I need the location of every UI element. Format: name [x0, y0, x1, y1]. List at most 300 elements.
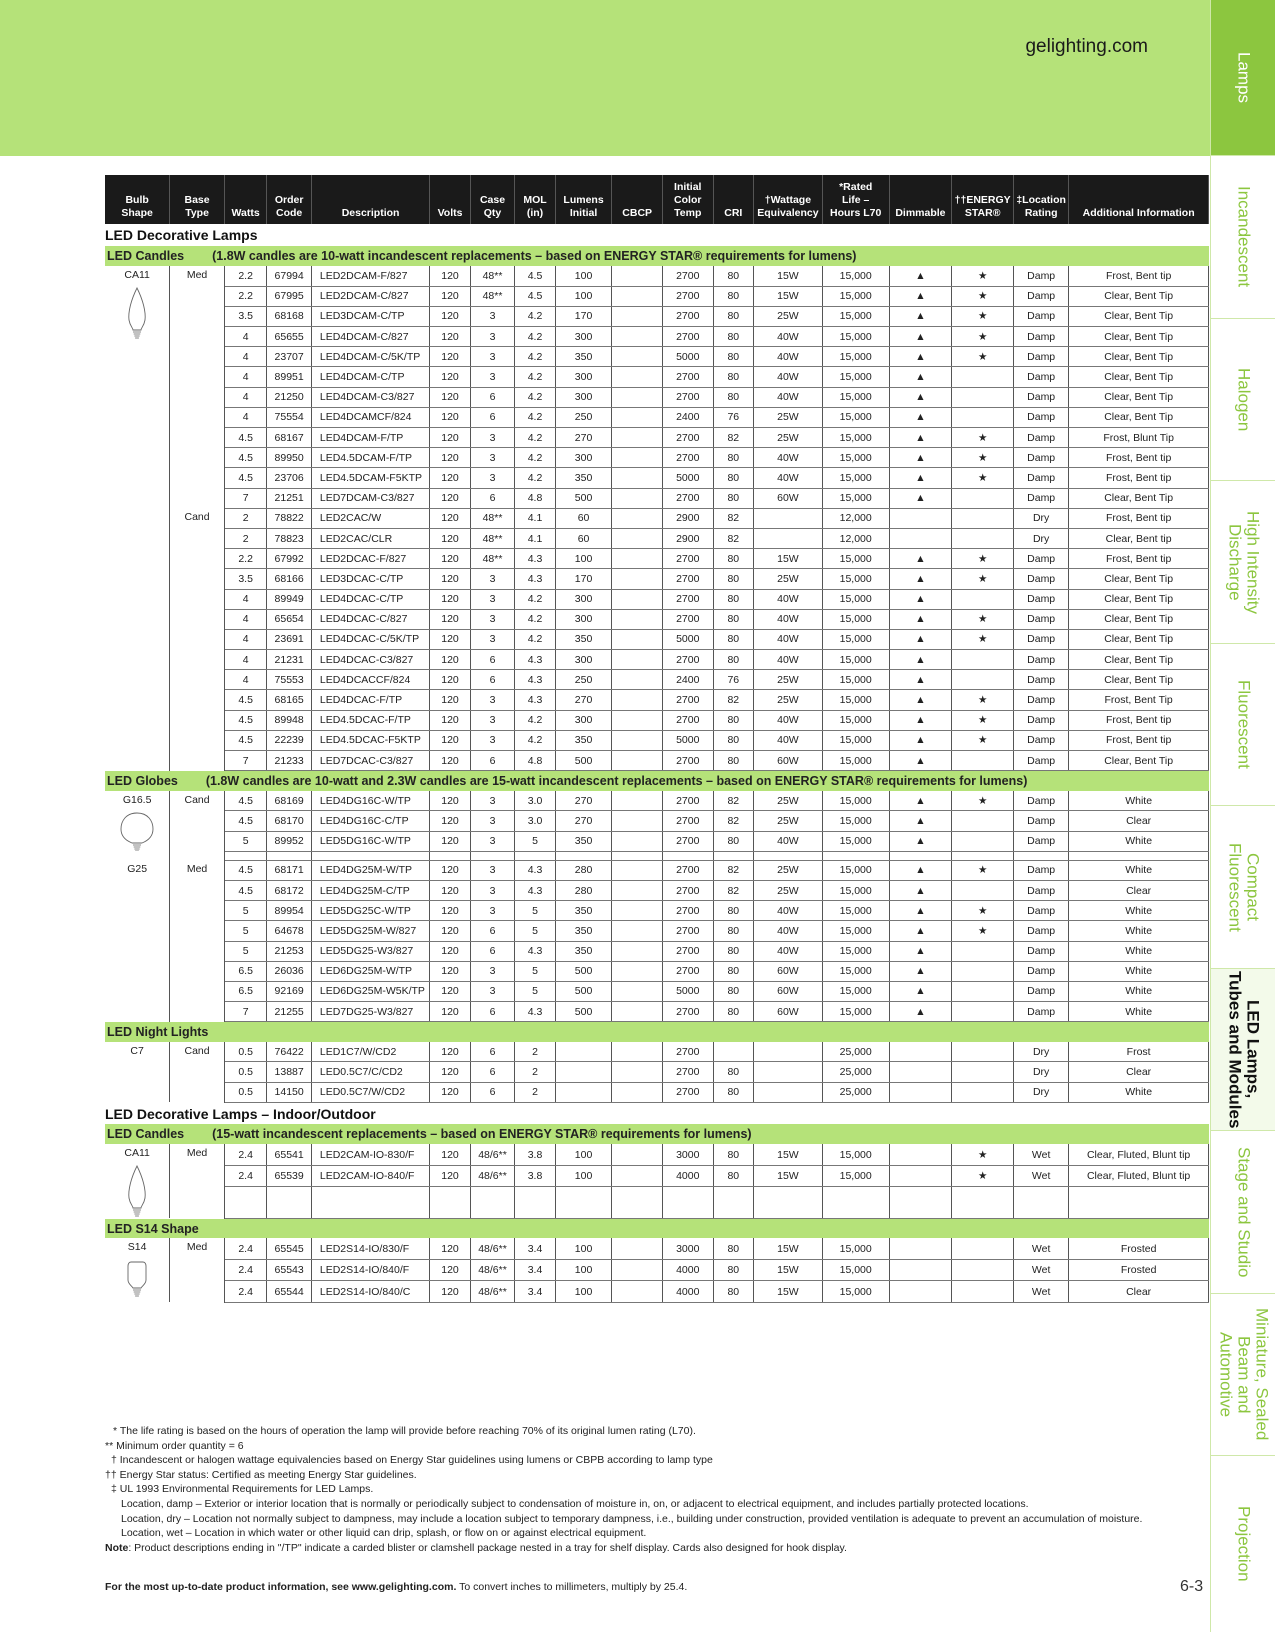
cell-energy-star: ★ [952, 1144, 1014, 1165]
globe-bulb-icon [120, 811, 154, 851]
cell-color-temp: 2700 [662, 448, 713, 468]
cell-cbcp [612, 508, 663, 528]
subsection-cell [105, 771, 1209, 791]
cell-cbcp [612, 367, 663, 387]
cell-wattage-equiv: 40W [754, 710, 823, 730]
cell-volts: 120 [430, 860, 470, 880]
footnote-min-order: ** Minimum order quantity = 6 [105, 1439, 244, 1452]
cell-volts: 120 [430, 286, 470, 306]
cell-color-temp: 2700 [662, 791, 713, 811]
cell-additional-info: Clear, Bent Tip [1069, 407, 1209, 427]
cell-volts: 120 [430, 549, 470, 569]
cell-lumens: 170 [555, 569, 612, 589]
cell-wattage-equiv: 25W [754, 690, 823, 710]
cell-mol: 3.4 [515, 1260, 555, 1281]
cell-volts: 120 [430, 1082, 470, 1102]
cell-watts: 2.2 [224, 286, 266, 306]
cell-rated-life: 15,000 [822, 831, 889, 851]
cell-order-code: 68171 [267, 860, 312, 880]
cell-case-qty: 48/6** [470, 1238, 515, 1259]
cell-additional-info: Clear, Bent Tip [1069, 286, 1209, 306]
cell-order-code: 21251 [267, 488, 312, 508]
cell-additional-info: Frost, Blunt Tip [1069, 428, 1209, 448]
footnote-note [105, 1541, 1205, 1556]
cell-watts: 4 [224, 589, 266, 609]
bulb-shape-cell [105, 791, 170, 861]
cell-additional-info: Clear [1069, 880, 1209, 900]
cell-lumens: 100 [555, 549, 612, 569]
cell-dimmable: ▲ [889, 710, 952, 730]
table-row [105, 589, 1209, 609]
tab-incandescent[interactable] [1211, 156, 1275, 319]
cell-dimmable [889, 1260, 952, 1281]
cell-mol: 3.0 [515, 791, 555, 811]
cell-energy-star [952, 751, 1014, 771]
cell-volts: 120 [430, 468, 470, 488]
cell-description: LED4DCACCF/824 [311, 670, 429, 690]
cell-case-qty: 48** [470, 286, 515, 306]
cell-wattage-equiv: 25W [754, 407, 823, 427]
tab-miniature-sealed-beam[interactable] [1211, 1294, 1275, 1456]
bulb-shape-cell [105, 1042, 170, 1103]
cell-energy-star [952, 831, 1014, 851]
cell-additional-info: Clear, Bent Tip [1069, 367, 1209, 387]
cell-location: Damp [1014, 428, 1069, 448]
table-row [105, 690, 1209, 710]
cell-cri: 80 [713, 286, 753, 306]
empty-cell [952, 1187, 1014, 1219]
cell-mol: 4.2 [515, 407, 555, 427]
cell-case-qty: 3 [470, 428, 515, 448]
cell-case-qty: 3 [470, 901, 515, 921]
cell-color-temp: 2400 [662, 407, 713, 427]
cell-order-code: 64678 [267, 921, 312, 941]
section-led-decorative-lamps [105, 224, 1209, 246]
cell-cbcp [612, 690, 663, 710]
tab-projection[interactable] [1211, 1456, 1275, 1632]
cell-location: Wet [1014, 1238, 1069, 1259]
cell-watts: 4.5 [224, 880, 266, 900]
cell-location: Damp [1014, 811, 1069, 831]
cell-watts: 7 [224, 751, 266, 771]
table-row [105, 549, 1209, 569]
cell-cbcp [612, 1042, 663, 1062]
cell-description: LED4DCAM-F/TP [311, 428, 429, 448]
cell-additional-info: Clear, Bent Tip [1069, 670, 1209, 690]
cell-order-code: 68172 [267, 880, 312, 900]
cell-case-qty: 6 [470, 1002, 515, 1022]
empty-cell [267, 851, 312, 860]
cell-cbcp [612, 1002, 663, 1022]
cell-cri [713, 1042, 753, 1062]
tab-label: Halogen [1234, 367, 1254, 432]
cell-order-code: 78822 [267, 508, 312, 528]
cell-color-temp: 2400 [662, 670, 713, 690]
cell-color-temp: 2700 [662, 880, 713, 900]
cell-description: LED4DG25M-C/TP [311, 880, 429, 900]
cell-lumens: 100 [555, 1238, 612, 1259]
cell-order-code: 89954 [267, 901, 312, 921]
cell-cri: 82 [713, 528, 753, 548]
cell-color-temp: 4000 [662, 1166, 713, 1187]
cell-dimmable: ▲ [889, 921, 952, 941]
cell-description: LED2S14-IO/830/F [311, 1238, 429, 1259]
cell-order-code: 65541 [267, 1144, 312, 1165]
cell-volts: 120 [430, 407, 470, 427]
cell-volts: 120 [430, 921, 470, 941]
cell-mol: 4.3 [515, 549, 555, 569]
cell-case-qty: 3 [470, 860, 515, 880]
column-header: Dimmable [889, 175, 952, 224]
subsection-led-candles [105, 246, 1209, 266]
cell-mol: 4.2 [515, 629, 555, 649]
cell-case-qty: 48** [470, 549, 515, 569]
cell-additional-info: Frost, Bent tip [1069, 448, 1209, 468]
cell-mol: 4.8 [515, 488, 555, 508]
column-header: Lumens Initial [555, 175, 612, 224]
cell-color-temp: 2700 [662, 367, 713, 387]
cell-lumens: 300 [555, 609, 612, 629]
cell-description: LED7DG25-W3/827 [311, 1002, 429, 1022]
cell-description: LED4DCAMCF/824 [311, 407, 429, 427]
cell-cbcp [612, 569, 663, 589]
cell-dimmable [889, 1062, 952, 1082]
cell-cbcp [612, 347, 663, 367]
cell-description: LED2S14-IO/840/F [311, 1260, 429, 1281]
cell-case-qty: 6 [470, 407, 515, 427]
cell-description: LED4DCAC-C/TP [311, 589, 429, 609]
cell-wattage-equiv: 40W [754, 650, 823, 670]
cell-mol: 4.3 [515, 941, 555, 961]
section-led-indoor-outdoor [105, 1102, 1209, 1124]
table-row [105, 650, 1209, 670]
cell-order-code: 26036 [267, 961, 312, 981]
cell-case-qty: 6 [470, 650, 515, 670]
cell-mol: 4.2 [515, 367, 555, 387]
cell-cri: 80 [713, 1260, 753, 1281]
cell-rated-life: 15,000 [822, 347, 889, 367]
tab-halogen[interactable] [1211, 319, 1275, 481]
cell-cri: 80 [713, 387, 753, 407]
bulb-shape: S14 [127, 1241, 147, 1254]
cell-cbcp [612, 981, 663, 1001]
cell-order-code: 14150 [267, 1082, 312, 1102]
cell-watts: 5 [224, 941, 266, 961]
cell-color-temp: 4000 [662, 1260, 713, 1281]
cell-location: Damp [1014, 690, 1069, 710]
cell-dimmable: ▲ [889, 670, 952, 690]
cell-volts: 120 [430, 730, 470, 750]
cell-volts: 120 [430, 650, 470, 670]
cell-case-qty: 3 [470, 629, 515, 649]
cell-wattage-equiv: 25W [754, 811, 823, 831]
cell-cbcp [612, 730, 663, 750]
cell-color-temp: 2700 [662, 1002, 713, 1022]
cell-description: LED4.5DCAC-F/TP [311, 710, 429, 730]
section-title: LED Decorative Lamps [105, 227, 258, 243]
cell-mol: 5 [515, 831, 555, 851]
cell-description: LED0.5C7/C/CD2 [311, 1062, 429, 1082]
cell-cbcp [612, 901, 663, 921]
cell-watts: 4 [224, 347, 266, 367]
tab-stage-and-studio[interactable] [1211, 1131, 1275, 1294]
cell-wattage-equiv: 25W [754, 860, 823, 880]
cell-description: LED2CAC/CLR [311, 528, 429, 548]
cell-cbcp [612, 387, 663, 407]
cell-dimmable: ▲ [889, 730, 952, 750]
cell-order-code: 76422 [267, 1042, 312, 1062]
cell-lumens: 500 [555, 751, 612, 771]
empty-cell [515, 1187, 555, 1219]
subsection-cell [105, 1022, 1209, 1042]
cell-wattage-equiv: 60W [754, 1002, 823, 1022]
table-row [105, 1260, 1209, 1281]
subsection-label: LED Candles [107, 1127, 185, 1142]
tab-lamps[interactable] [1211, 0, 1275, 156]
cell-order-code: 68166 [267, 569, 312, 589]
cell-energy-star [952, 1238, 1014, 1259]
cell-additional-info: Frost, Bent tip [1069, 266, 1209, 286]
cell-energy-star: ★ [952, 690, 1014, 710]
table-row [105, 1042, 1209, 1062]
cell-location: Damp [1014, 609, 1069, 629]
cell-volts: 120 [430, 901, 470, 921]
cell-energy-star: ★ [952, 921, 1014, 941]
cell-cri: 82 [713, 690, 753, 710]
cell-location: Dry [1014, 1042, 1069, 1062]
cell-cri: 80 [713, 981, 753, 1001]
cell-watts: 6.5 [224, 961, 266, 981]
cell-watts: 7 [224, 1002, 266, 1022]
cell-cri: 80 [713, 831, 753, 851]
cell-rated-life: 15,000 [822, 901, 889, 921]
cell-dimmable: ▲ [889, 488, 952, 508]
cell-cri: 80 [713, 609, 753, 629]
cell-case-qty: 48** [470, 528, 515, 548]
column-header: CRI [713, 175, 753, 224]
cell-energy-star: ★ [952, 286, 1014, 306]
subsection-led-night-lights [105, 1022, 1209, 1042]
cell-volts: 120 [430, 266, 470, 286]
tab-fluorescent[interactable] [1211, 644, 1275, 806]
table-row [105, 448, 1209, 468]
cell-color-temp: 2700 [662, 961, 713, 981]
subsection-label: LED Candles [107, 249, 185, 263]
cell-mol: 4.1 [515, 508, 555, 528]
cell-cbcp [612, 1260, 663, 1281]
cell-additional-info: Clear, Bent Tip [1069, 589, 1209, 609]
cell-watts: 2.4 [224, 1260, 266, 1281]
cell-lumens: 500 [555, 961, 612, 981]
cell-rated-life: 15,000 [822, 650, 889, 670]
cell-order-code: 23691 [267, 629, 312, 649]
cell-dimmable: ▲ [889, 860, 952, 880]
cell-lumens: 350 [555, 468, 612, 488]
cell-cri: 80 [713, 1144, 753, 1165]
cell-color-temp: 2700 [662, 650, 713, 670]
cell-cbcp [612, 670, 663, 690]
cell-rated-life: 15,000 [822, 710, 889, 730]
column-header: Bulb Shape [105, 175, 170, 224]
cell-order-code: 65654 [267, 609, 312, 629]
cell-mol: 4.1 [515, 528, 555, 548]
cell-rated-life: 15,000 [822, 941, 889, 961]
cell-mol: 4.5 [515, 266, 555, 286]
cell-case-qty: 3 [470, 961, 515, 981]
empty-cell [311, 851, 429, 860]
cell-color-temp: 2700 [662, 811, 713, 831]
cell-case-qty: 3 [470, 306, 515, 326]
cell-order-code: 67995 [267, 286, 312, 306]
cell-cbcp [612, 1281, 663, 1302]
cell-wattage-equiv [754, 528, 823, 548]
table-row [105, 710, 1209, 730]
tab-led-lamps[interactable] [1211, 969, 1275, 1131]
cell-wattage-equiv: 40W [754, 730, 823, 750]
cell-rated-life: 12,000 [822, 508, 889, 528]
bulb-shape-cell [105, 1144, 170, 1218]
cell-description: LED2DCAM-F/827 [311, 266, 429, 286]
column-header: Order Code [267, 175, 312, 224]
cell-lumens: 280 [555, 880, 612, 900]
cell-rated-life: 15,000 [822, 428, 889, 448]
cell-description: LED4DCAM-C3/827 [311, 387, 429, 407]
cell-cri: 80 [713, 901, 753, 921]
table-row [105, 629, 1209, 649]
cell-rated-life: 15,000 [822, 811, 889, 831]
table-row [105, 860, 1209, 880]
cell-mol: 2 [515, 1062, 555, 1082]
cell-dimmable: ▲ [889, 1002, 952, 1022]
cell-watts: 2.4 [224, 1281, 266, 1302]
cell-location: Damp [1014, 448, 1069, 468]
cell-location: Damp [1014, 981, 1069, 1001]
cell-order-code: 68165 [267, 690, 312, 710]
empty-cell [1069, 851, 1209, 860]
cell-color-temp: 3000 [662, 1144, 713, 1165]
tab-compact-fluorescent[interactable] [1211, 806, 1275, 969]
subsection-label: LED Globes [107, 773, 178, 788]
column-header: Initial Color Temp [662, 175, 713, 224]
table-row [105, 1238, 1209, 1259]
tab-high-intensity-discharge[interactable] [1211, 481, 1275, 644]
subsection-note: (1.8W candles are 10-watt incandescent replacements – based on ENERGY STAR® requirements for lumens) [212, 249, 857, 263]
cell-energy-star [952, 941, 1014, 961]
cell-order-code: 65543 [267, 1260, 312, 1281]
cell-dimmable: ▲ [889, 347, 952, 367]
tab-label: Projection [1234, 1506, 1254, 1582]
cell-energy-star [952, 407, 1014, 427]
cell-additional-info: Clear, Bent Tip [1069, 629, 1209, 649]
cell-energy-star: ★ [952, 901, 1014, 921]
table-row [105, 961, 1209, 981]
site-url[interactable]: gelighting.com [1025, 36, 1148, 57]
empty-cell [822, 851, 889, 860]
cell-cbcp [612, 488, 663, 508]
cell-case-qty: 6 [470, 670, 515, 690]
tab-label: LED Lamps, Tubes and Modules [1225, 970, 1263, 1129]
cell-description: LED4DCAM-C/827 [311, 327, 429, 347]
cell-rated-life: 15,000 [822, 730, 889, 750]
candle-bulb-icon [125, 1164, 149, 1218]
cell-location: Damp [1014, 347, 1069, 367]
cell-location: Damp [1014, 266, 1069, 286]
cell-location: Damp [1014, 407, 1069, 427]
table-row [105, 367, 1209, 387]
cell-wattage-equiv: 15W [754, 266, 823, 286]
cell-lumens: 350 [555, 730, 612, 750]
cell-wattage-equiv: 60W [754, 961, 823, 981]
cell-case-qty: 3 [470, 730, 515, 750]
column-header: Case Qty [470, 175, 515, 224]
cell-volts: 120 [430, 347, 470, 367]
cell-energy-star: ★ [952, 710, 1014, 730]
column-header: MOL (in) [515, 175, 555, 224]
section-sidebar [1210, 0, 1275, 1632]
cell-location: Damp [1014, 569, 1069, 589]
empty-cell [555, 851, 612, 860]
cell-mol: 4.3 [515, 880, 555, 900]
cell-additional-info: White [1069, 981, 1209, 1001]
cell-cri: 80 [713, 941, 753, 961]
cell-rated-life: 15,000 [822, 1144, 889, 1165]
cell-dimmable: ▲ [889, 629, 952, 649]
bulb-shape: CA11 [124, 1147, 150, 1160]
cell-rated-life: 15,000 [822, 448, 889, 468]
cell-volts: 120 [430, 367, 470, 387]
cell-mol: 4.3 [515, 860, 555, 880]
cell-cbcp [612, 629, 663, 649]
cell-lumens: 100 [555, 1260, 612, 1281]
cell-watts: 4.5 [224, 710, 266, 730]
cell-wattage-equiv: 25W [754, 306, 823, 326]
empty-cell [224, 1187, 266, 1219]
cell-case-qty: 6 [470, 1062, 515, 1082]
cell-cri: 80 [713, 1002, 753, 1022]
cell-additional-info: Clear, Bent Tip [1069, 751, 1209, 771]
cell-cbcp [612, 710, 663, 730]
base-type: Cand [170, 508, 225, 770]
cell-cri: 80 [713, 961, 753, 981]
column-header: †Wattage Equivalency [754, 175, 823, 224]
cell-watts: 4 [224, 327, 266, 347]
cell-cbcp [612, 286, 663, 306]
cell-additional-info: Clear, Bent Tip [1069, 306, 1209, 326]
cell-rated-life: 15,000 [822, 286, 889, 306]
cell-color-temp: 2700 [662, 609, 713, 629]
cell-color-temp: 2700 [662, 901, 713, 921]
product-spec-table [105, 175, 1209, 1303]
cell-description: LED4DG16C-C/TP [311, 811, 429, 831]
cell-wattage-equiv: 15W [754, 1281, 823, 1302]
cell-description: LED5DG25M-W/827 [311, 921, 429, 941]
cell-cri: 80 [713, 629, 753, 649]
cell-watts: 4 [224, 629, 266, 649]
subsection-note: (1.8W candles are 10-watt and 2.3W candles are 15-watt incandescent replacements – based on ENERGY STAR® requirements for lumens) [205, 773, 1028, 788]
cell-cri: 76 [713, 407, 753, 427]
cell-volts: 120 [430, 387, 470, 407]
cell-cri: 80 [713, 488, 753, 508]
cell-energy-star: ★ [952, 347, 1014, 367]
empty-cell [612, 851, 663, 860]
cell-location: Damp [1014, 327, 1069, 347]
cell-location: Damp [1014, 730, 1069, 750]
bulb-shape: G25 [127, 863, 148, 876]
cell-lumens [555, 1042, 612, 1062]
cell-cbcp [612, 468, 663, 488]
cell-color-temp: 2700 [662, 589, 713, 609]
cell-energy-star [952, 387, 1014, 407]
